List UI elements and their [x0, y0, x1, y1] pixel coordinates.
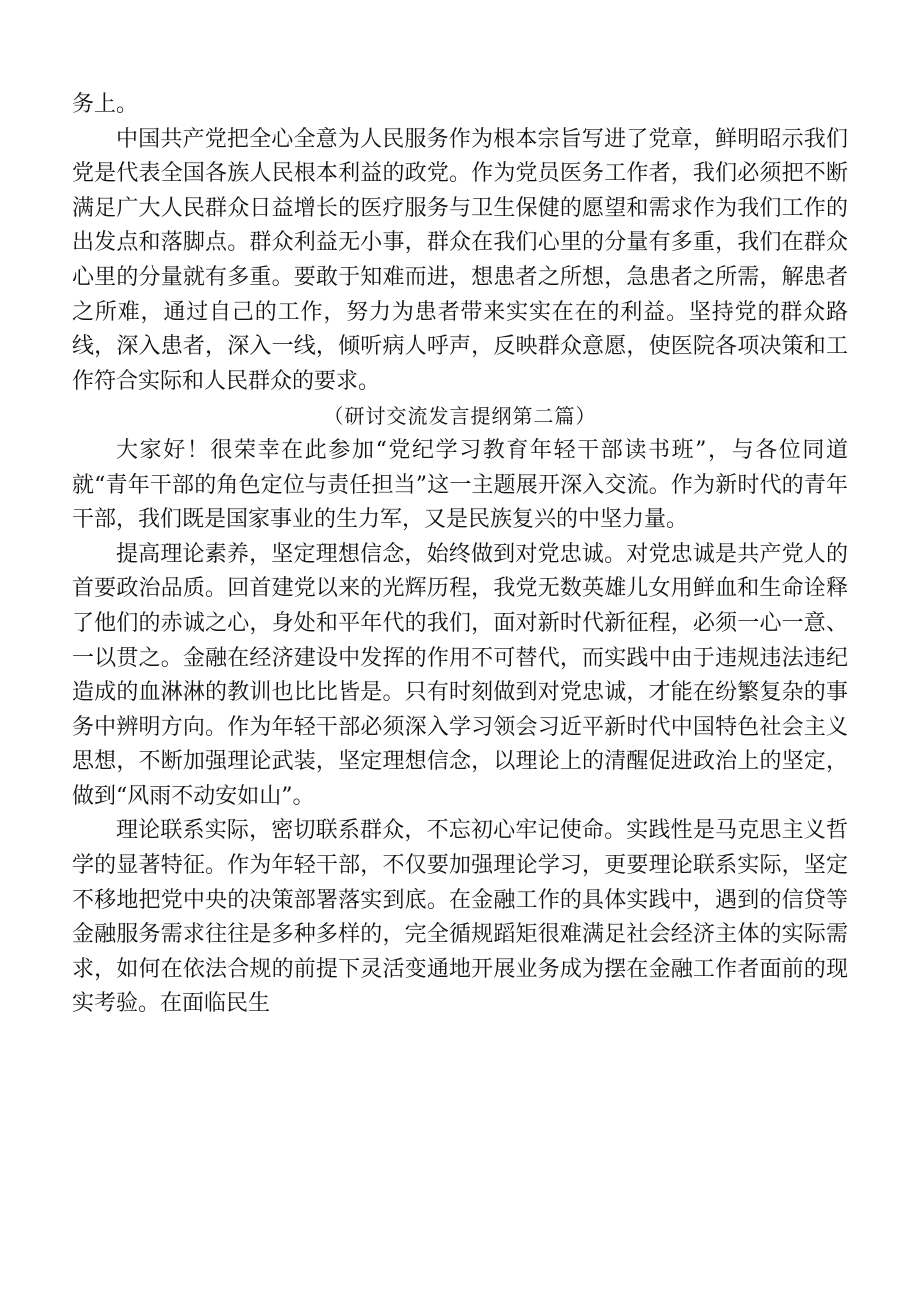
paragraph-greeting: 大家好！很荣幸在此参加“党纪学习教育年轻干部读书班”，与各位同道就“青年干部的角色定位与责任担当”这一主题展开深入交流。作为新时代的青年干部，我们既是国家事业的生力军，又是民族复兴的中坚力量。	[72, 437, 848, 533]
document-page	[72, 88, 848, 1022]
section-heading: （研讨交流发言提纲第二篇）	[323, 404, 597, 429]
paragraph-continuation: 务上。	[72, 92, 139, 117]
paragraph-theory-loyalty: 提高理论素养，坚定理想信念，始终做到对党忠诚。对党忠诚是共产党人的首要政治品质。回首建党以来的光辉历程，我党无数英雄儿女用鲜血和生命诠释了他们的赤诚之心，身处和平年代的我们，面对新时代新征程，必须一心一意、一以贯之。金融在经济建设中发挥的作用不可替代，而实践中由于违规违法违纪造成的血淋淋的教训也比比皆是。只有时刻做到对党忠诚，才能在纷繁复杂的事务中辨明方向。作为年轻干部必须深入学习领会习近平新时代中国特色社会主义思想，不断加强理论武装，坚定理想信念，以理论上的清醒促进政治上的坚定，做到“风雨不动安如山”。	[72, 541, 848, 809]
paragraph-party-service: 中国共产党把全心全意为人民服务作为根本宗旨写进了党章，鲜明昭示我们党是代表全国各族人民根本利益的政党。作为党员医务工作者，我们必须把不断满足广大人民群众日益增长的医疗服务与卫生保健的愿望和需求作为我们工作的出发点和落脚点。群众利益无小事，群众在我们心里的分量有多重，我们在群众心里的分量就有多重。要敢于知难而进，想患者之所想，急患者之所需，解患者之所难，通过自己的工作，努力为患者带来实实在在的利益。坚持党的群众路线，深入患者，深入一线，倾听病人呼声，反映群众意愿，使医院各项决策和工作符合实际和人民群众的要求。	[72, 126, 848, 394]
paragraph-theory-practice: 理论联系实际，密切联系群众，不忘初心牢记使命。实践性是马克思主义哲学的显著特征。作为年轻干部，不仅要加强理论学习，更要理论联系实际，坚定不移地把党中央的决策部署落实到底。在金融工作的具体实践中，遇到的信贷等金融服务需求往往是多种多样的，完全循规蹈矩很难满足社会经济主体的实际需求，如何在依法合规的前提下灵活变通地开展业务成为摆在金融工作者面前的现实考验。在面临民生	[72, 818, 848, 1017]
